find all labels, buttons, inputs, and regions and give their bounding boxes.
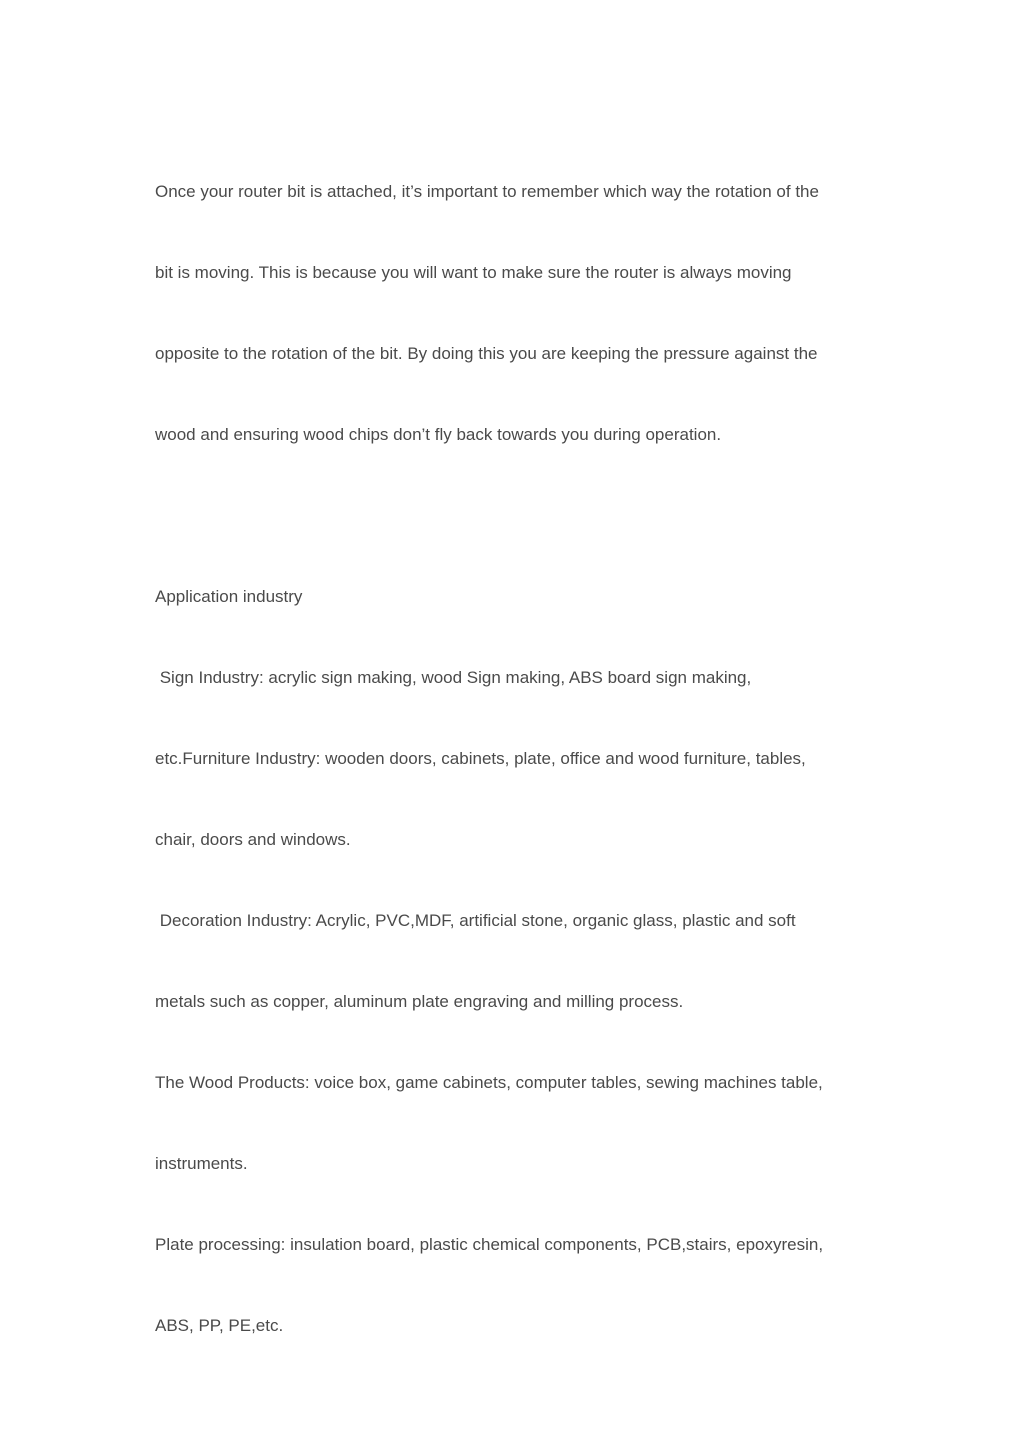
industry-line: The Wood Products: voice box, game cabinets, computer tables, sewing machines table, (155, 1073, 823, 1092)
intro-line: wood and ensuring wood chips don’t fly back towards you during operation. (155, 425, 722, 444)
paragraph-spacer (155, 502, 871, 529)
intro-line: opposite to the rotation of the bit. By doing this you are keeping the pressure against the (155, 344, 818, 363)
document-body (155, 124, 871, 1393)
industry-line: ABS, PP, PE,etc. (155, 1316, 284, 1335)
industry-line: Sign Industry: acrylic sign making, wood Sign making, ABS board sign making, (155, 668, 752, 687)
industry-line: instruments. (155, 1154, 248, 1173)
industry-line: metals such as copper, aluminum plate engraving and milling process. (155, 992, 684, 1011)
application-section (155, 529, 871, 1393)
intro-line: Once your router bit is attached, it’s important to remember which way the rotation of the (155, 182, 819, 201)
section-heading: Application industry (155, 587, 303, 606)
industry-line: etc.Furniture Industry: wooden doors, cabinets, plate, office and wood furniture, tables, (155, 749, 806, 768)
industry-line: chair, doors and windows. (155, 830, 351, 849)
intro-line: bit is moving. This is because you will want to make sure the router is always moving (155, 263, 792, 282)
industry-line: Decoration Industry: Acrylic, PVC,MDF, artificial stone, organic glass, plastic and soft (155, 911, 796, 930)
industry-line: Plate processing: insulation board, plastic chemical components, PCB,stairs, epoxyresin, (155, 1235, 824, 1254)
intro-paragraph (155, 124, 871, 502)
